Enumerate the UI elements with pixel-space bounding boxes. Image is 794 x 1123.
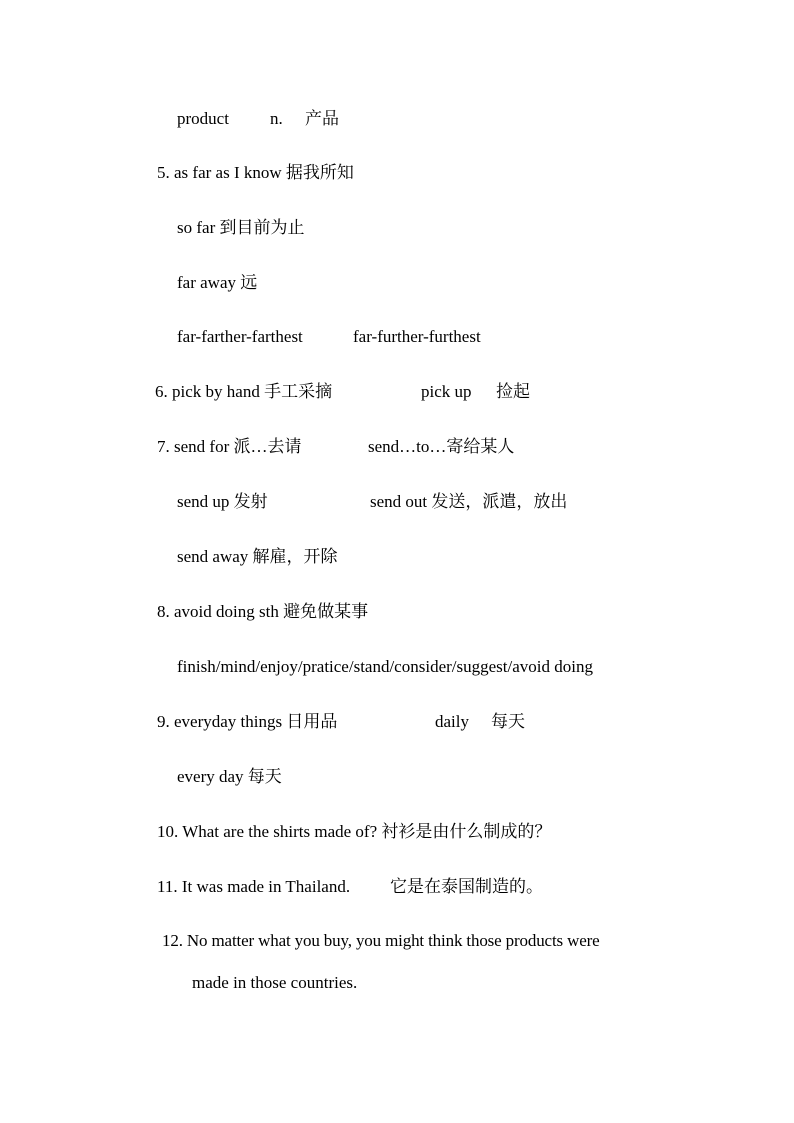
phrase-text: send away 解雇，开除 [177,547,338,566]
item-12-text-2: made in those countries. [192,973,358,992]
form-further: far-further-furthest [353,327,481,346]
item-7-text: 7. send for 派…去请 [157,437,302,456]
verb-list: finish/mind/enjoy/pratice/stand/consider/suggest/avoid doing [177,657,593,676]
phrase-send-up: send up 发射 [177,492,268,511]
item-8-text: 8. avoid doing sth 避免做某事 [157,602,369,621]
part-of-speech: n. [270,109,283,128]
phrase-text: every day 每天 [177,767,282,786]
phrase-text: far away 远 [177,273,258,292]
word-daily: daily [435,712,469,731]
phrase-send-out: send out 发送，派遣，放出 [370,492,568,511]
vocab-word: product [177,109,229,128]
phrase-pick-up: pick up [421,382,472,401]
phrase-send-to: send…to…寄给某人 [368,437,515,456]
item-10-text: 10. What are the shirts made of? 衬衫是由什么制成的？ [157,822,552,841]
form-farther: far-farther-farthest [177,327,303,346]
item-11-chinese: 它是在泰国制造的。 [390,877,543,896]
word-daily-meaning: 每天 [491,712,525,731]
item-5-text: 5. as far as I know 据我所知 [157,163,354,182]
phrase-pick-up-meaning: 捡起 [496,382,530,401]
item-11-english: 11. It was made in Thailand. [157,877,351,896]
item-12-text-1: 12. No matter what you buy, you might think those products were [162,931,600,950]
vocab-meaning: 产品 [305,109,339,128]
phrase-text: so far 到目前为止 [177,218,305,237]
item-6-text: 6. pick by hand 手工采摘 [155,382,333,401]
item-9-text: 9. everyday things 日用品 [157,712,338,731]
